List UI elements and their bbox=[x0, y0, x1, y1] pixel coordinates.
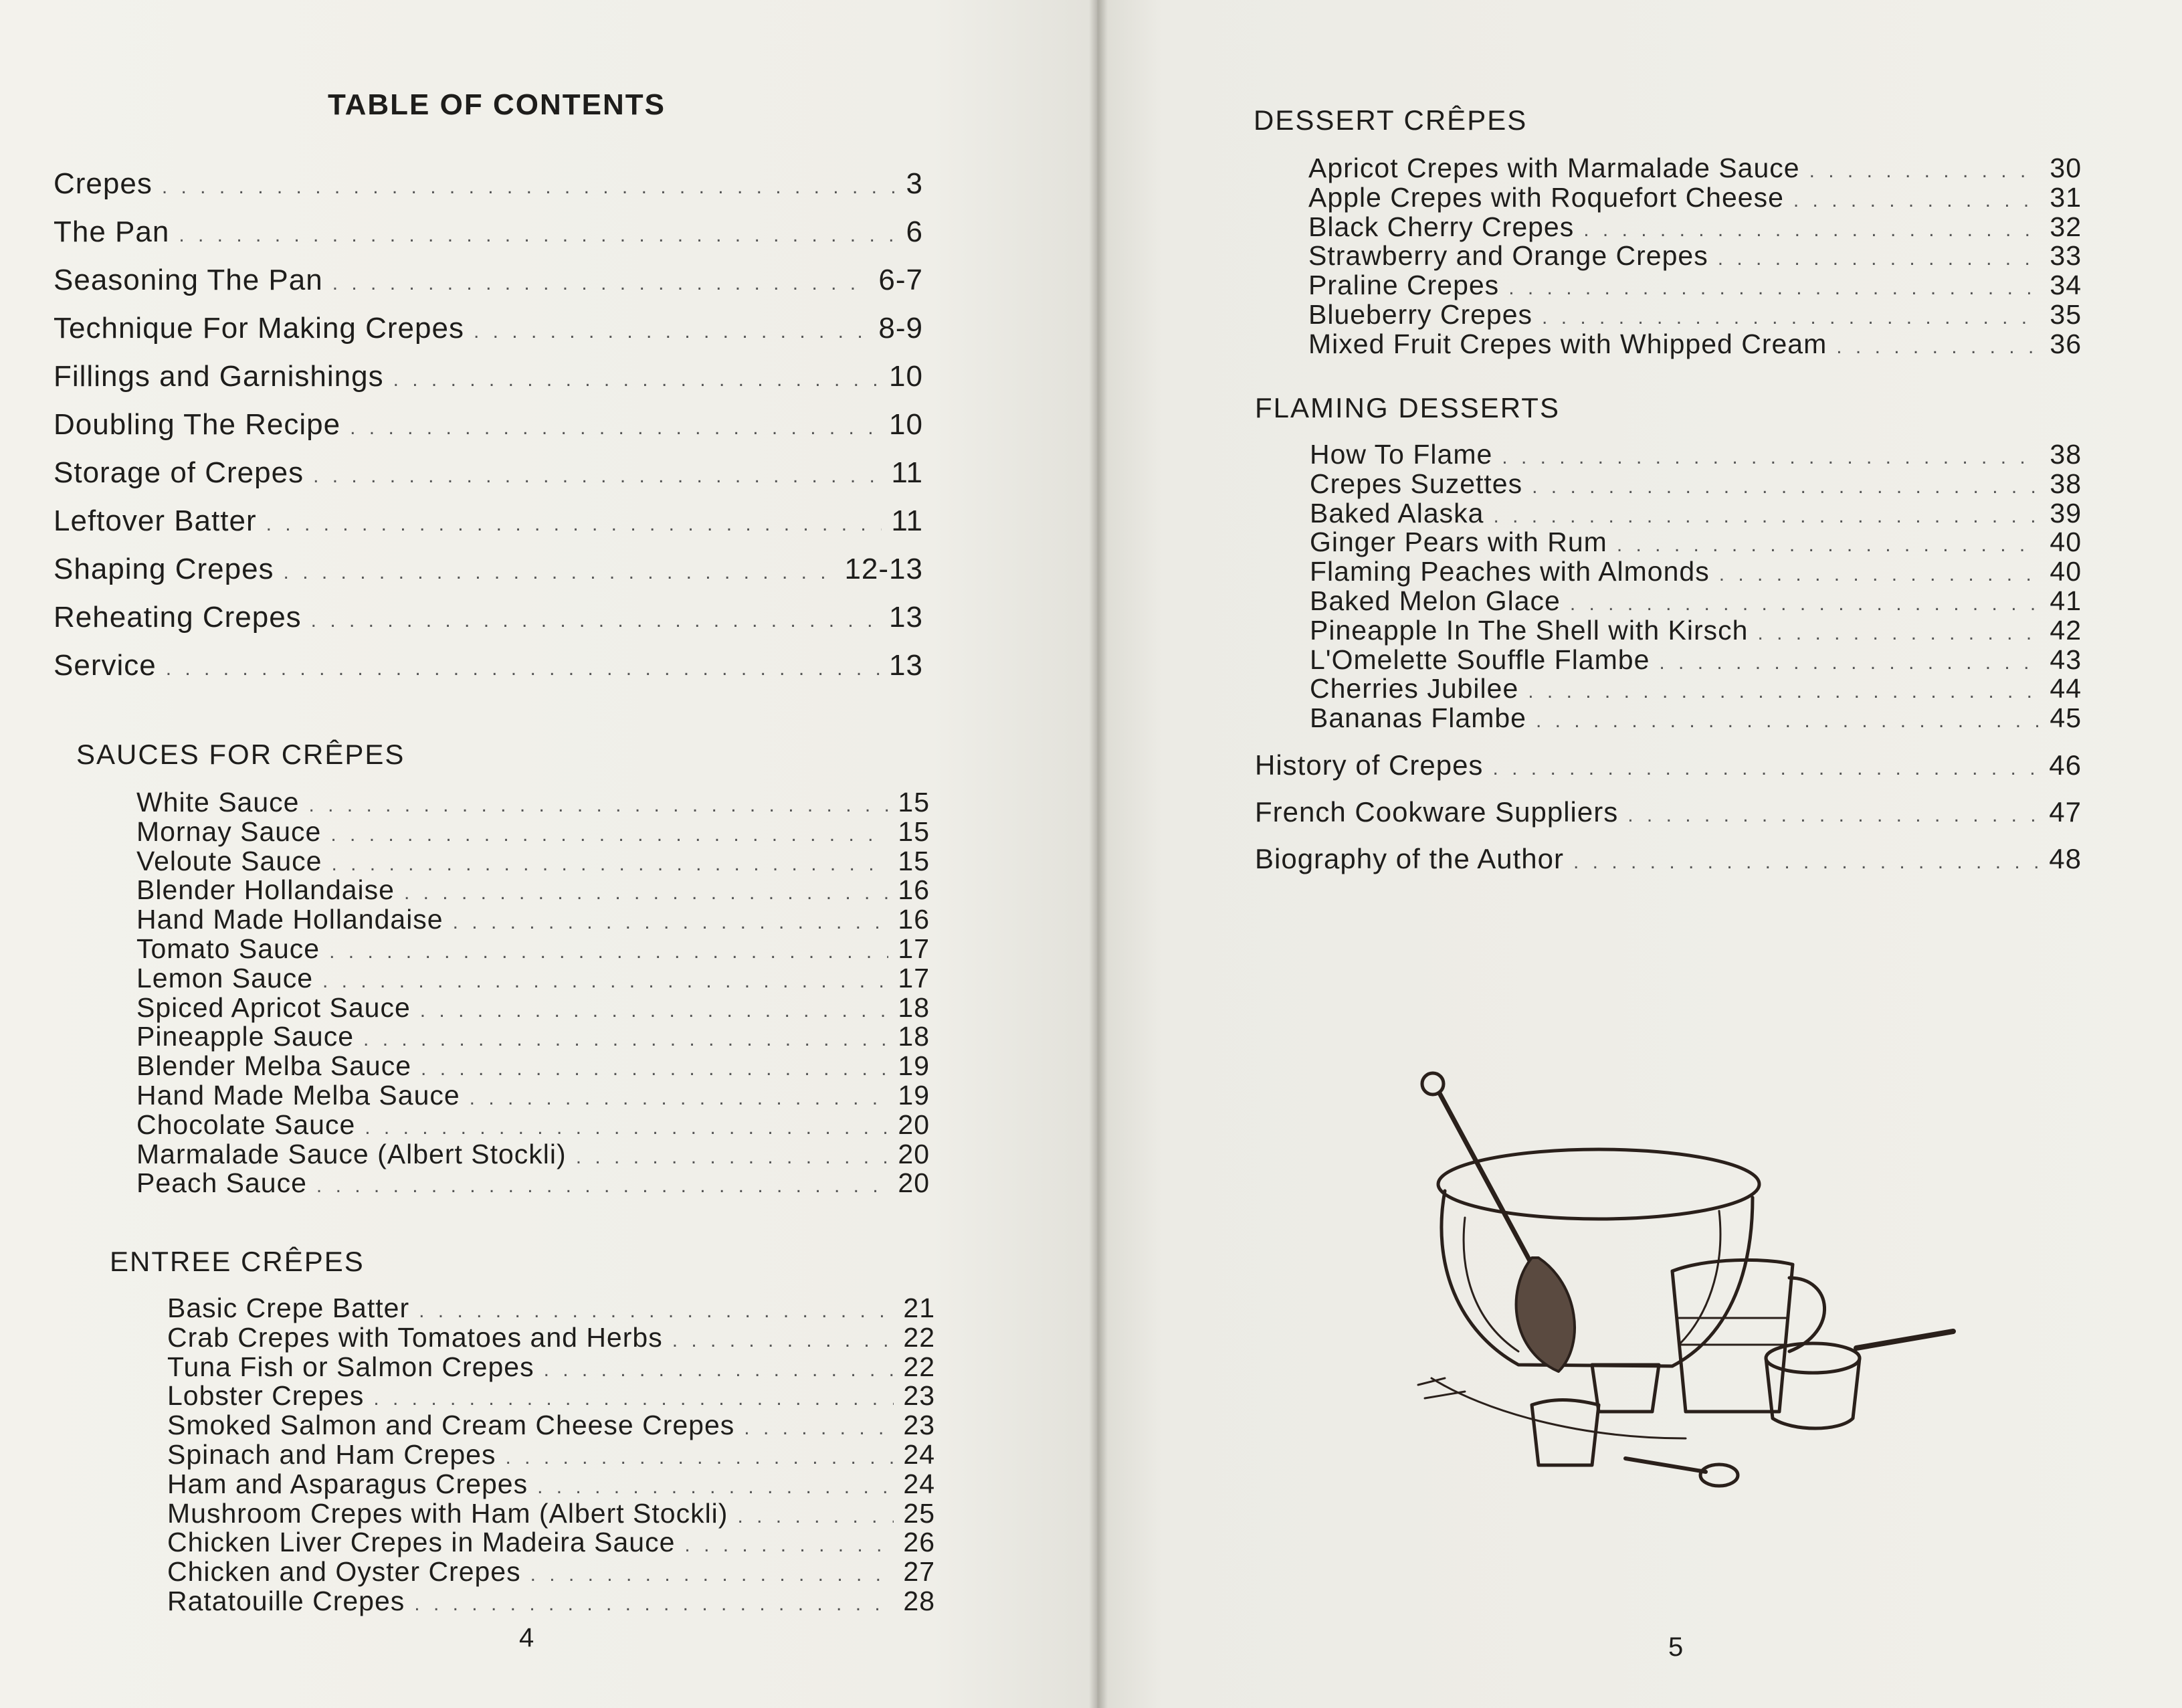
dot-leader bbox=[1536, 710, 2040, 733]
entry-page: 21 bbox=[903, 1293, 935, 1323]
toc-entry bbox=[167, 1293, 935, 1322]
entry-label: Blender Hollandaise bbox=[136, 874, 395, 906]
dot-leader bbox=[414, 1593, 894, 1616]
toc-entry bbox=[136, 816, 930, 846]
entry-label: Seasoning The Pan bbox=[54, 264, 323, 296]
toc-entry bbox=[1255, 796, 2082, 843]
toc-entry bbox=[136, 1139, 930, 1168]
entry-page: 8-9 bbox=[878, 312, 923, 345]
toc-entry bbox=[1310, 468, 2082, 498]
entry-label: Smoked Salmon and Cream Cheese Crepes bbox=[167, 1410, 735, 1441]
dot-leader bbox=[1627, 804, 2040, 827]
entry-label: Spiced Apricot Sauce bbox=[136, 991, 411, 1023]
entry-label: Black Cherry Crepes bbox=[1308, 211, 1575, 242]
dot-leader bbox=[421, 1058, 888, 1080]
toc-entry bbox=[1308, 240, 2082, 270]
dot-leader bbox=[1757, 622, 2040, 645]
entry-page: 6-7 bbox=[878, 264, 923, 296]
toc-entry bbox=[1310, 702, 2082, 732]
entry-label: Baked Alaska bbox=[1310, 497, 1484, 529]
toc-entry bbox=[1310, 673, 2082, 702]
entry-label: Ratatouille Crepes bbox=[167, 1585, 405, 1616]
entry-label: Chicken Liver Crepes in Madeira Sauce bbox=[167, 1527, 676, 1558]
dot-leader bbox=[1492, 757, 2040, 780]
entry-label: Shaping Crepes bbox=[54, 553, 274, 585]
measuring-pitcher bbox=[1672, 1260, 1793, 1412]
kitchen-utensils-illustration bbox=[1405, 1064, 1967, 1505]
dot-leader bbox=[1528, 680, 2040, 703]
bowl-body bbox=[1442, 1191, 1753, 1366]
entry-page: 17 bbox=[898, 962, 930, 993]
toc-entry bbox=[54, 408, 923, 456]
toc-entry bbox=[136, 1080, 930, 1109]
dot-leader bbox=[530, 1563, 894, 1586]
entry-page: 38 bbox=[2050, 439, 2082, 470]
dot-leader bbox=[1719, 563, 2041, 586]
dot-leader bbox=[350, 417, 880, 440]
entry-page: 19 bbox=[898, 1079, 930, 1111]
toc-entry bbox=[136, 1167, 930, 1197]
dot-leader bbox=[737, 1505, 894, 1528]
entry-label: Veloute Sauce bbox=[136, 845, 322, 876]
toc-entry bbox=[136, 992, 930, 1022]
dot-leader bbox=[537, 1476, 894, 1499]
toc-entry bbox=[136, 1050, 930, 1080]
dot-leader bbox=[316, 1175, 888, 1198]
entry-label: Crepes Suzettes bbox=[1310, 468, 1523, 499]
dot-leader bbox=[1570, 593, 2041, 615]
toc-entry bbox=[136, 904, 930, 933]
toc-entry bbox=[1310, 498, 2082, 527]
toc-entry bbox=[136, 1021, 930, 1050]
entry-label: Biography of the Author bbox=[1255, 843, 1564, 874]
entry-page: 13 bbox=[889, 649, 923, 682]
entry-label: Spinach and Ham Crepes bbox=[167, 1438, 496, 1470]
dot-leader bbox=[1583, 219, 2040, 242]
sauces-list bbox=[136, 787, 930, 1197]
toc-entry bbox=[54, 215, 923, 264]
toc-entry bbox=[1308, 299, 2082, 328]
entry-label: French Cookware Suppliers bbox=[1255, 796, 1619, 828]
entry-label: White Sauce bbox=[136, 787, 300, 818]
entry-page: 32 bbox=[2050, 211, 2082, 242]
dot-leader bbox=[162, 176, 897, 199]
toc-entry bbox=[1308, 153, 2082, 182]
entry-label: Leftover Batter bbox=[54, 504, 257, 537]
entry-label: Service bbox=[54, 649, 157, 682]
entry-label: Lobster Crepes bbox=[167, 1380, 365, 1412]
entry-label: Marmalade Sauce (Albert Stockli) bbox=[136, 1138, 567, 1169]
entry-label: Blueberry Crepes bbox=[1308, 298, 1533, 330]
entry-page: 18 bbox=[898, 991, 930, 1023]
saucepan-handle bbox=[1856, 1331, 1953, 1348]
entry-page: 44 bbox=[2050, 673, 2082, 704]
dot-leader bbox=[363, 1028, 888, 1051]
toc-title: TABLE OF CONTENTS bbox=[328, 88, 666, 121]
entry-label: Flaming Peaches with Almonds bbox=[1310, 556, 1710, 587]
dot-leader bbox=[1836, 336, 2040, 359]
toc-entry bbox=[54, 360, 923, 408]
entry-page: 20 bbox=[898, 1109, 930, 1140]
dot-leader bbox=[470, 1087, 889, 1110]
entry-page: 46 bbox=[2049, 749, 2082, 781]
toc-entry bbox=[1255, 749, 2082, 796]
dot-leader bbox=[1573, 851, 2040, 874]
toc-entry bbox=[167, 1410, 935, 1439]
dot-leader bbox=[330, 824, 888, 846]
flaming-heading: FLAMING DESSERTS bbox=[1255, 392, 1560, 423]
dot-leader bbox=[684, 1534, 894, 1557]
entry-label: Peach Sauce bbox=[136, 1167, 307, 1199]
entry-page: 11 bbox=[891, 456, 923, 489]
dot-leader bbox=[420, 1000, 889, 1022]
entry-page: 13 bbox=[889, 601, 923, 634]
toc-entry bbox=[167, 1322, 935, 1351]
entry-page: 10 bbox=[889, 408, 923, 441]
entry-page: 16 bbox=[898, 874, 930, 906]
dot-leader bbox=[166, 658, 880, 680]
toc-entry bbox=[1310, 439, 2082, 468]
entry-page: 30 bbox=[2050, 153, 2082, 183]
entry-label: Chocolate Sauce bbox=[136, 1109, 356, 1140]
dot-leader bbox=[284, 561, 835, 584]
entry-label: Basic Crepe Batter bbox=[167, 1293, 410, 1323]
toc-entry bbox=[167, 1439, 935, 1468]
entry-label: Bananas Flambe bbox=[1310, 702, 1526, 734]
toc-entry bbox=[1310, 644, 2082, 674]
entry-label: L'Omelette Souffle Flambe bbox=[1310, 644, 1650, 675]
entry-label: Tomato Sauce bbox=[136, 933, 320, 964]
dot-leader bbox=[331, 853, 888, 876]
entry-label: Apple Crepes with Roquefort Cheese bbox=[1308, 181, 1784, 213]
dot-leader bbox=[1532, 476, 2040, 498]
closing-entries-list bbox=[1255, 749, 2082, 890]
entry-page: 22 bbox=[903, 1351, 935, 1382]
toc-entry bbox=[1308, 211, 2082, 241]
entry-label: Blender Melba Sauce bbox=[136, 1050, 412, 1082]
toc-entry bbox=[167, 1468, 935, 1498]
dot-leader bbox=[179, 224, 896, 247]
entry-label: Strawberry and Orange Crepes bbox=[1308, 240, 1708, 272]
dot-leader bbox=[419, 1300, 894, 1323]
toc-entry bbox=[167, 1586, 935, 1615]
dot-leader bbox=[311, 609, 880, 632]
entry-page: 20 bbox=[898, 1167, 930, 1199]
dot-leader bbox=[322, 970, 888, 993]
dot-leader bbox=[313, 465, 882, 488]
entry-page: 40 bbox=[2050, 556, 2082, 587]
entry-page: 18 bbox=[898, 1021, 930, 1052]
entry-page: 36 bbox=[2050, 328, 2082, 359]
dot-leader bbox=[453, 911, 889, 934]
toc-entry bbox=[136, 874, 930, 904]
entry-page: 48 bbox=[2049, 843, 2082, 874]
dot-leader bbox=[1493, 505, 2040, 528]
entry-page: 24 bbox=[903, 1438, 935, 1470]
entry-label: Mushroom Crepes with Ham (Albert Stockli) bbox=[167, 1497, 728, 1529]
toc-entry bbox=[1308, 182, 2082, 211]
main-entries-list bbox=[54, 167, 923, 697]
entry-label: Ginger Pears with Rum bbox=[1310, 527, 1607, 558]
entry-label: Hand Made Melba Sauce bbox=[136, 1079, 460, 1111]
entry-page: 10 bbox=[889, 360, 923, 393]
dot-leader bbox=[404, 882, 888, 905]
sauces-heading: SAUCES FOR CRÊPES bbox=[76, 739, 405, 770]
entry-page: 33 bbox=[2050, 240, 2082, 272]
toc-entry bbox=[1310, 585, 2082, 615]
entrees-heading: ENTREE CRÊPES bbox=[110, 1246, 365, 1277]
entry-label: Tuna Fish or Salmon Crepes bbox=[167, 1351, 534, 1382]
entry-page: 26 bbox=[903, 1527, 935, 1558]
entry-label: Cherries Jubilee bbox=[1310, 673, 1519, 704]
entry-page: 41 bbox=[2050, 585, 2082, 616]
toc-entry bbox=[54, 456, 923, 504]
entry-page: 17 bbox=[898, 933, 930, 964]
toc-entry bbox=[54, 264, 923, 312]
entry-label: Apricot Crepes with Marmalade Sauce bbox=[1308, 153, 1800, 183]
entry-page: 45 bbox=[2050, 702, 2082, 734]
entry-page: 27 bbox=[903, 1556, 935, 1588]
toc-entry bbox=[1308, 270, 2082, 299]
toc-entry bbox=[54, 167, 923, 215]
entry-page: 42 bbox=[2050, 614, 2082, 646]
entry-label: Reheating Crepes bbox=[54, 601, 302, 634]
toc-entry bbox=[167, 1351, 935, 1381]
entry-page: 35 bbox=[2050, 298, 2082, 330]
entry-page: 12-13 bbox=[844, 553, 923, 585]
entry-page: 34 bbox=[2050, 270, 2082, 301]
entry-page: 20 bbox=[898, 1138, 930, 1169]
entry-page: 23 bbox=[903, 1380, 935, 1412]
entry-label: History of Crepes bbox=[1255, 749, 1484, 781]
toc-entry bbox=[136, 963, 930, 992]
dot-leader bbox=[744, 1417, 894, 1440]
entry-label: Storage of Crepes bbox=[54, 456, 304, 489]
dot-leader bbox=[1793, 189, 2041, 212]
page-number-right: 5 bbox=[1668, 1632, 1684, 1662]
entry-page: 25 bbox=[903, 1497, 935, 1529]
entry-page: 15 bbox=[898, 845, 930, 876]
toc-entry bbox=[136, 846, 930, 875]
dot-leader bbox=[505, 1446, 894, 1469]
entry-page: 47 bbox=[2049, 796, 2082, 828]
fluted-mold bbox=[1532, 1400, 1599, 1466]
entry-page: 38 bbox=[2050, 468, 2082, 499]
dot-leader bbox=[672, 1329, 894, 1352]
measuring-spoon bbox=[1625, 1458, 1706, 1472]
entry-label: Technique For Making Crepes bbox=[54, 312, 464, 345]
toc-entry bbox=[136, 1109, 930, 1139]
desserts-heading: DESSERT CRÊPES bbox=[1254, 104, 1528, 136]
page-number-left: 4 bbox=[519, 1623, 534, 1652]
entry-label: Pineapple In The Shell with Kirsch bbox=[1310, 614, 1749, 646]
entry-label: Fillings and Garnishings bbox=[54, 360, 384, 393]
entry-page: 43 bbox=[2050, 644, 2082, 675]
dot-leader bbox=[1809, 160, 2041, 183]
toc-entry bbox=[1255, 843, 2082, 890]
dot-leader bbox=[332, 272, 870, 295]
entry-page: 15 bbox=[898, 816, 930, 847]
entry-page: 6 bbox=[906, 215, 923, 248]
dot-leader bbox=[393, 369, 880, 391]
toc-entry bbox=[136, 933, 930, 963]
dot-leader bbox=[1718, 248, 2041, 270]
toc-entry bbox=[1308, 328, 2082, 358]
dot-leader bbox=[544, 1359, 894, 1382]
whisk-handle bbox=[1440, 1093, 1532, 1264]
toc-entry bbox=[136, 787, 930, 816]
entry-label: Ham and Asparagus Crepes bbox=[167, 1468, 528, 1499]
dot-leader bbox=[266, 513, 882, 536]
dot-leader bbox=[1502, 446, 2040, 469]
entry-page: 28 bbox=[903, 1585, 935, 1616]
entry-label: Mornay Sauce bbox=[136, 816, 322, 847]
entry-page: 22 bbox=[903, 1321, 935, 1353]
entry-page: 3 bbox=[906, 167, 923, 200]
toc-entry bbox=[1310, 556, 2082, 585]
entry-label: Praline Crepes bbox=[1308, 270, 1500, 301]
dot-leader bbox=[474, 320, 869, 343]
desserts-list bbox=[1308, 153, 2082, 358]
dot-leader bbox=[576, 1146, 889, 1169]
entry-page: 31 bbox=[2050, 181, 2082, 213]
toc-entry bbox=[54, 312, 923, 360]
entry-label: Chicken and Oyster Crepes bbox=[167, 1556, 521, 1588]
whisk-head bbox=[1516, 1258, 1575, 1371]
entry-label: Baked Melon Glace bbox=[1310, 585, 1561, 616]
entry-page: 19 bbox=[898, 1050, 930, 1082]
entry-label: Mixed Fruit Crepes with Whipped Cream bbox=[1308, 328, 1827, 359]
dot-leader bbox=[1508, 277, 2040, 300]
entrees-list bbox=[167, 1293, 935, 1615]
saucepan-rim bbox=[1766, 1343, 1860, 1373]
entry-page: 23 bbox=[903, 1410, 935, 1441]
toc-entry bbox=[1310, 527, 2082, 556]
dot-leader bbox=[329, 941, 888, 963]
dot-leader bbox=[1542, 306, 2040, 329]
toc-entry bbox=[167, 1498, 935, 1527]
dot-leader bbox=[1617, 534, 2041, 557]
toc-entry bbox=[167, 1380, 935, 1410]
entry-label: The Pan bbox=[54, 215, 170, 248]
dot-leader bbox=[308, 794, 888, 817]
toc-entry bbox=[54, 649, 923, 697]
entry-label: Lemon Sauce bbox=[136, 962, 314, 993]
toc-entry bbox=[1310, 615, 2082, 644]
entry-label: Hand Made Hollandaise bbox=[136, 904, 443, 935]
entry-label: How To Flame bbox=[1310, 439, 1493, 470]
book-gutter bbox=[1089, 0, 1108, 1708]
entry-label: Crepes bbox=[54, 167, 153, 200]
dot-leader bbox=[373, 1388, 894, 1410]
entry-label: Pineapple Sauce bbox=[136, 1021, 355, 1052]
toc-entry bbox=[167, 1556, 935, 1586]
entry-page: 39 bbox=[2050, 497, 2082, 529]
entry-label: Doubling The Recipe bbox=[54, 408, 341, 441]
toc-entry bbox=[54, 504, 923, 553]
dot-leader bbox=[365, 1117, 888, 1139]
entry-page: 15 bbox=[898, 787, 930, 818]
entry-page: 16 bbox=[898, 904, 930, 935]
entry-page: 11 bbox=[891, 504, 923, 537]
dot-leader bbox=[1659, 652, 2040, 674]
toc-entry bbox=[167, 1527, 935, 1556]
entry-label: Crab Crepes with Tomatoes and Herbs bbox=[167, 1321, 663, 1353]
flaming-list bbox=[1310, 439, 2082, 732]
entry-page: 24 bbox=[903, 1468, 935, 1499]
entry-page: 40 bbox=[2050, 527, 2082, 558]
toc-entry bbox=[54, 553, 923, 601]
toc-entry bbox=[54, 601, 923, 649]
small-cup bbox=[1592, 1365, 1659, 1412]
